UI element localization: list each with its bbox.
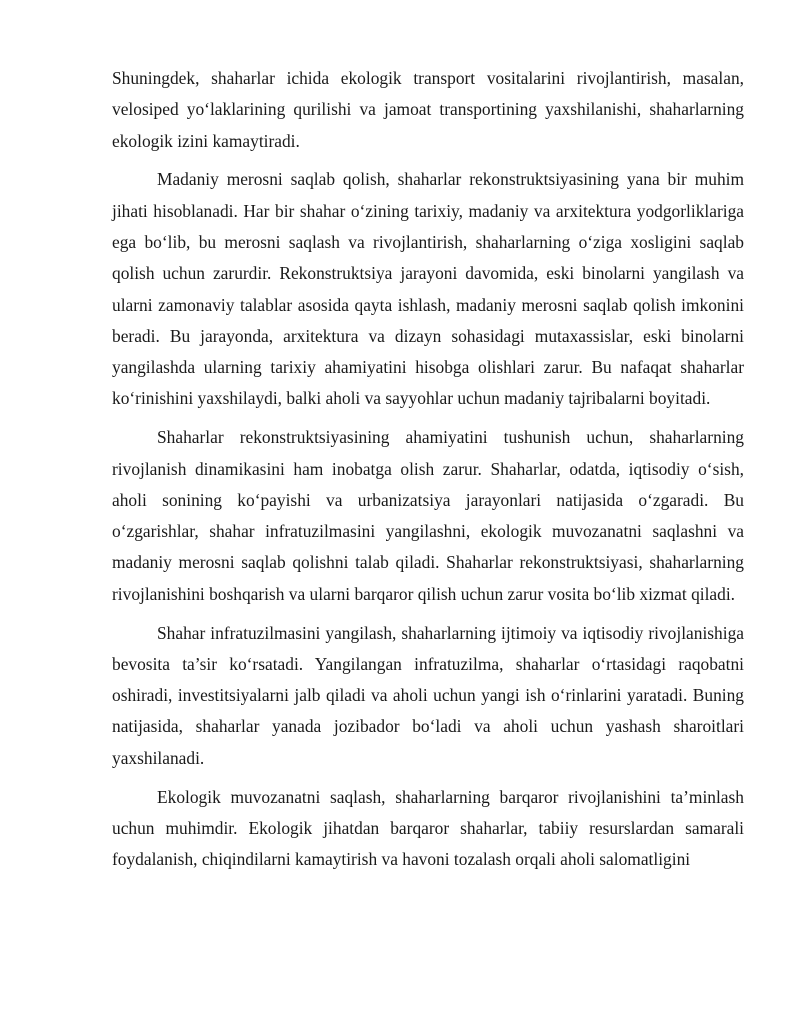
paragraph-2: Madaniy merosni saqlab qolish, shaharlar rekonstruktsiyasining yana bir muhim jihati hisoblanadi. Har bir shahar o‘zining tarixiy, madaniy va arxitektura yodgorliklariga ega bo‘lib, bu merosni saqlash va rivojlantirish, shaharlarning o‘ziga xosligini saqlab qolish uchun zarurdir. Rekonstruktsiya jarayoni davomida, eski binolarni yangilash va ularni zamonaviy talablar asosida qayta ishlash, madaniy merosni saqlab qolish imkonini beradi. Bu jarayonda, arxitektura va dizayn sohasidagi mutaxassislar, eski binolarni yangilashda ularning tarixiy ahamiyatini hisobga olishlari zarur. Bu nafaqat shaharlar ko‘rinishini yaxshilaydi, balki aholi va sayyohlar uchun madaniy tajribalarni boyitadi.	[112, 169, 744, 409]
paragraph-3: Shaharlar rekonstruktsiyasining ahamiyatini tushunish uchun, shaharlarning rivojlanish dinamikasini ham inobatga olish zarur. Shaharlar, odatda, iqtisodiy o‘sish, aholi sonining ko‘payishi va urbanizatsiya jarayonlari natijasida o‘zgaradi. Bu o‘zgarishlar, shahar infratuzilmasini yangilashni, ekologik muvozanatni saqlashni va madaniy merosni saqlab qolishni talab qiladi. Shaharlar rekonstruktsiyasi, shaharlarning rivojlanishini boshqarish va ularni barqaror qilish uchun zarur vosita bo‘lib xizmat qiladi.	[112, 427, 744, 604]
document-page	[112, 63, 744, 883]
paragraph-1: Shuningdek, shaharlar ichida ekologik transport vositalarini rivojlantirish, masalan, velosiped yo‘laklarining qurilishi va jamoat transportining yaxshilanishi, shaharlarning ekologik izini kamaytiradi.	[112, 68, 744, 151]
paragraph-4: Shahar infratuzilmasini yangilash, shaharlarning ijtimoiy va iqtisodiy rivojlanishiga bevosita ta’sir ko‘rsatadi. Yangilangan infratuzilma, shaharlar o‘rtasidagi raqobatni oshiradi, investitsiyalarni jalb qiladi va aholi uchun yangi ish o‘rinlarini yaratadi. Buning natijasida, shaharlar yanada jozibador bo‘ladi va aholi uchun yashash sharoitlari yaxshilanadi.	[112, 622, 744, 768]
paragraph-5: Ekologik muvozanatni saqlash, shaharlarning barqaror rivojlanishini ta’minlash uchun muhimdir. Ekologik jihatdan barqaror shaharlar, tabiiy resurslardan samarali foydalanish, chiqindilarni kamaytirish va havoni tozalash orqali aholi salomatligini	[112, 786, 744, 870]
